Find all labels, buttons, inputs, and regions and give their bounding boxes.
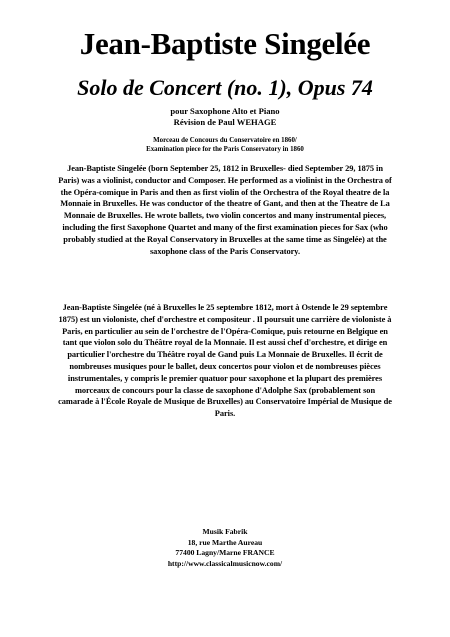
publisher-address	[0, 527, 450, 569]
examination-note	[0, 136, 450, 154]
examination-note-fr: Morceau de Concours du Conservatoire en 1860/	[153, 137, 297, 144]
publisher-name: Musik Fabrik	[202, 527, 248, 536]
biography-english: Jean-Baptiste Singelée (born September 25, 1812 in Bruxelles- died September 29, 1875 in Paris) was a violinist, conductor and Composer. He performed as a violinist in the Orchestra of the Opéra-comique in Paris and then as first violin of the Orchestra of the Royal theatre de la Monnaie in Bruxelles. He was conductor of the theatre of Gant, and then at the Theatre de La Monnaie de Bruxelles. He wrote ballets, two violin concertos and many instrumental pieces, including the first Saxophone Quartet and many of the first examination pieces for Sax (who probably studied at the Royal Conservatory in Bruxelles at the same time as Singelée) at the saxophone class of the Paris Conservatory.	[58, 164, 392, 256]
work-title: Solo de Concert (no. 1), Opus 74	[77, 75, 373, 100]
biography-french: Jean-Baptiste Singelée (né à Bruxelles le 25 septembre 1812, mort à Ostende le 29 septembre 1875) est un violoniste, chef d'orchestre et compositeur . Il poursuit une carrière de violoniste à Paris, en particulier au sein de l'orchestre de l'Opéra-Comique, puis retourne en Belgique en tant que violon solo du Théâtre royal de la Monnaie. Il est aussi chef d'orchestre, et dirige en particulier l'orchestre du Théâtre royal de Gand puis La Monnaie de Bruxelles. Il écrit de nombreuses musiques pour le ballet, deux concertos pour violon et de nombreuses pièces instrumentales, y compris le premier quatuor pour saxophone et la plupart des premières morceaux de concours pour la classe de saxophone d'Adolphe Sax (probablement son camarade à l'École Royale de Musique de Bruxelles) au Conservatoire Impérial de Musique de Paris.	[58, 303, 392, 419]
instrumentation-block	[0, 106, 450, 128]
publisher-url: http://www.classicalmusicnow.com/	[167, 558, 283, 568]
instrumentation: pour Saxophone Alto et Piano	[170, 106, 280, 116]
examination-note-en: Examination piece for the Paris Conservatory in 1860	[146, 146, 304, 153]
revision-credit: Révision de Paul WEHAGE	[173, 117, 277, 127]
composer-name: Jean-Baptiste Singelée	[79, 26, 371, 61]
publisher-city: 77400 Lagny/Marne FRANCE	[175, 548, 275, 558]
publisher-street: 18, rue Marthe Aureau	[187, 537, 263, 547]
